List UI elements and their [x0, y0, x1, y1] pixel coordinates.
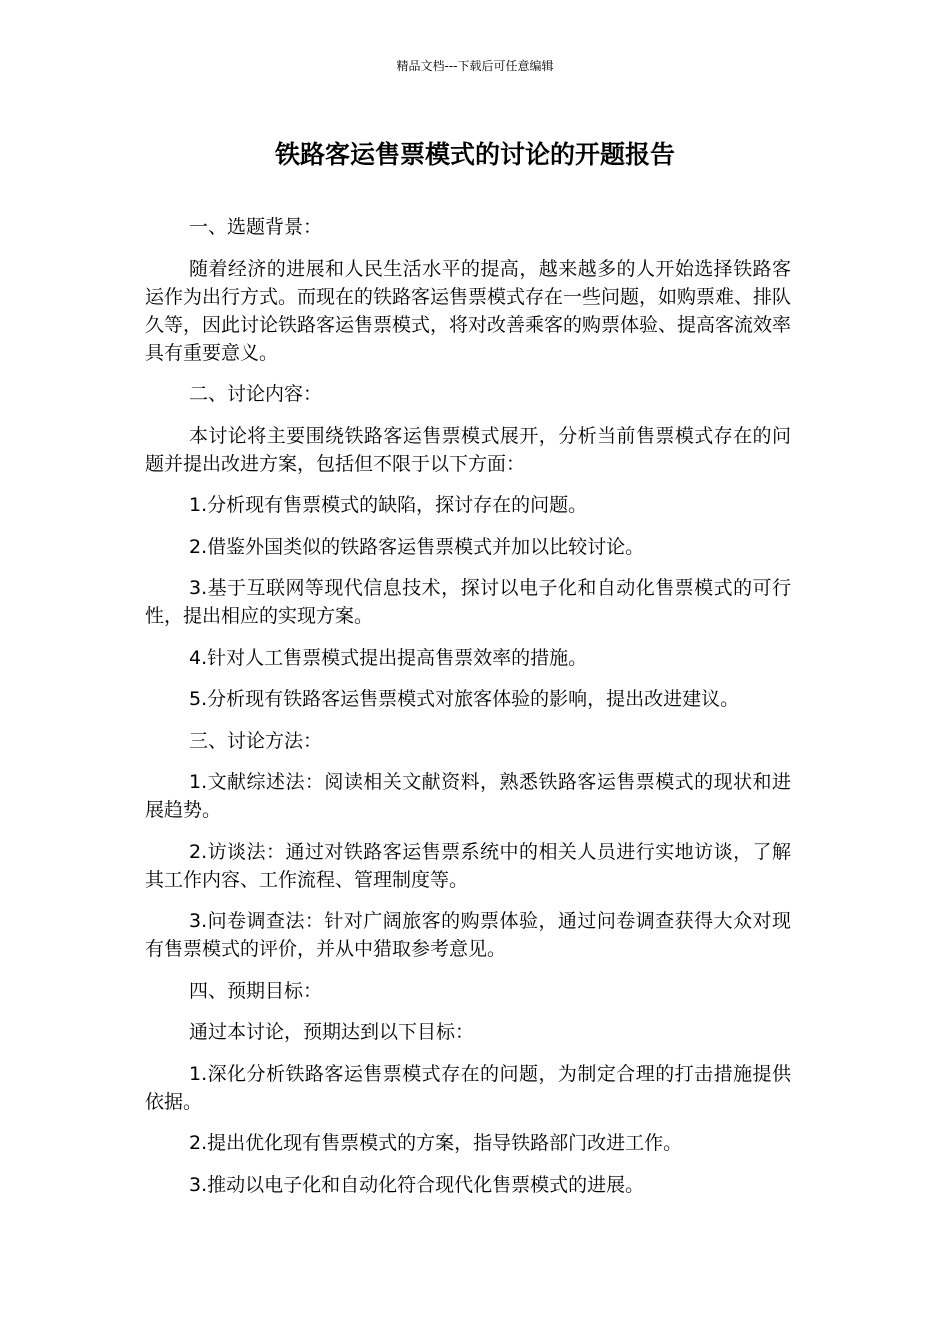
methods-list-item: 1.文献综述法：阅读相关文献资料，熟悉铁路客运售票模式的现状和进展趋势。 — [145, 771, 791, 821]
section-heading-content: 二、讨论内容： — [189, 383, 323, 405]
document-body — [145, 213, 791, 1212]
section-heading-methods: 三、讨论方法： — [189, 729, 323, 752]
section-heading-background: 一、选题背景： — [189, 216, 323, 238]
content-list-item: 5.分析现有铁路客运售票模式对旅客体验的影响，提出改进建议。 — [189, 688, 740, 710]
document-title: 铁路客运售票模式的讨论的开题报告 — [274, 140, 675, 169]
content-intro-paragraph: 本讨论将主要围绕铁路客运售票模式展开，分析当前售票模式存在的问题并提出改进方案，包括但不限于以下方面： — [145, 424, 791, 475]
methods-list-item: 2.访谈法：通过对铁路客运售票系统中的相关人员进行实地访谈，了解其工作内容、工作流程、管理制度等。 — [145, 840, 791, 891]
page-header: 精品文档---下载后可任意编辑 — [396, 59, 554, 73]
goals-intro-paragraph: 通过本讨论，预期达到以下目标： — [189, 1021, 475, 1043]
content-list-item: 1.分析现有售票模式的缺陷，探讨存在的问题。 — [189, 494, 588, 516]
background-paragraph: 随着经济的进展和人民生活水平的提高，越来越多的人开始选择铁路客运作为出行方式。而现在的铁路客运售票模式存在一些问题，如购票难、排队久等，因此讨论铁路客运售票模式，将对改善乘客的购票体验、提高客流效率具有重要意义。 — [145, 257, 792, 364]
goals-list-item: 3.推动以电子化和自动化符合现代化售票模式的进展。 — [189, 1173, 645, 1196]
content-list-item: 4.针对人工售票模式提出提高售票效率的措施。 — [189, 646, 588, 669]
methods-list-item: 3.问卷调查法：针对广阔旅客的购票体验，通过问卷调查获得大众对现有售票模式的评价，并从中猎取参考意见。 — [145, 910, 791, 960]
section-heading-goals: 四、预期目标： — [189, 979, 323, 1002]
goals-list-item: 1.深化分析铁路客运售票模式存在的问题，为制定合理的打击措施提供依据。 — [145, 1062, 791, 1113]
goals-list-item: 2.提出优化现有售票模式的方案，指导铁路部门改进工作。 — [189, 1132, 683, 1154]
content-list-item: 3.基于互联网等现代信息技术，探讨以电子化和自动化售票模式的可行性，提出相应的实现方案。 — [145, 577, 791, 627]
content-list-item: 2.借鉴外国类似的铁路客运售票模式并加以比较讨论。 — [189, 535, 645, 558]
